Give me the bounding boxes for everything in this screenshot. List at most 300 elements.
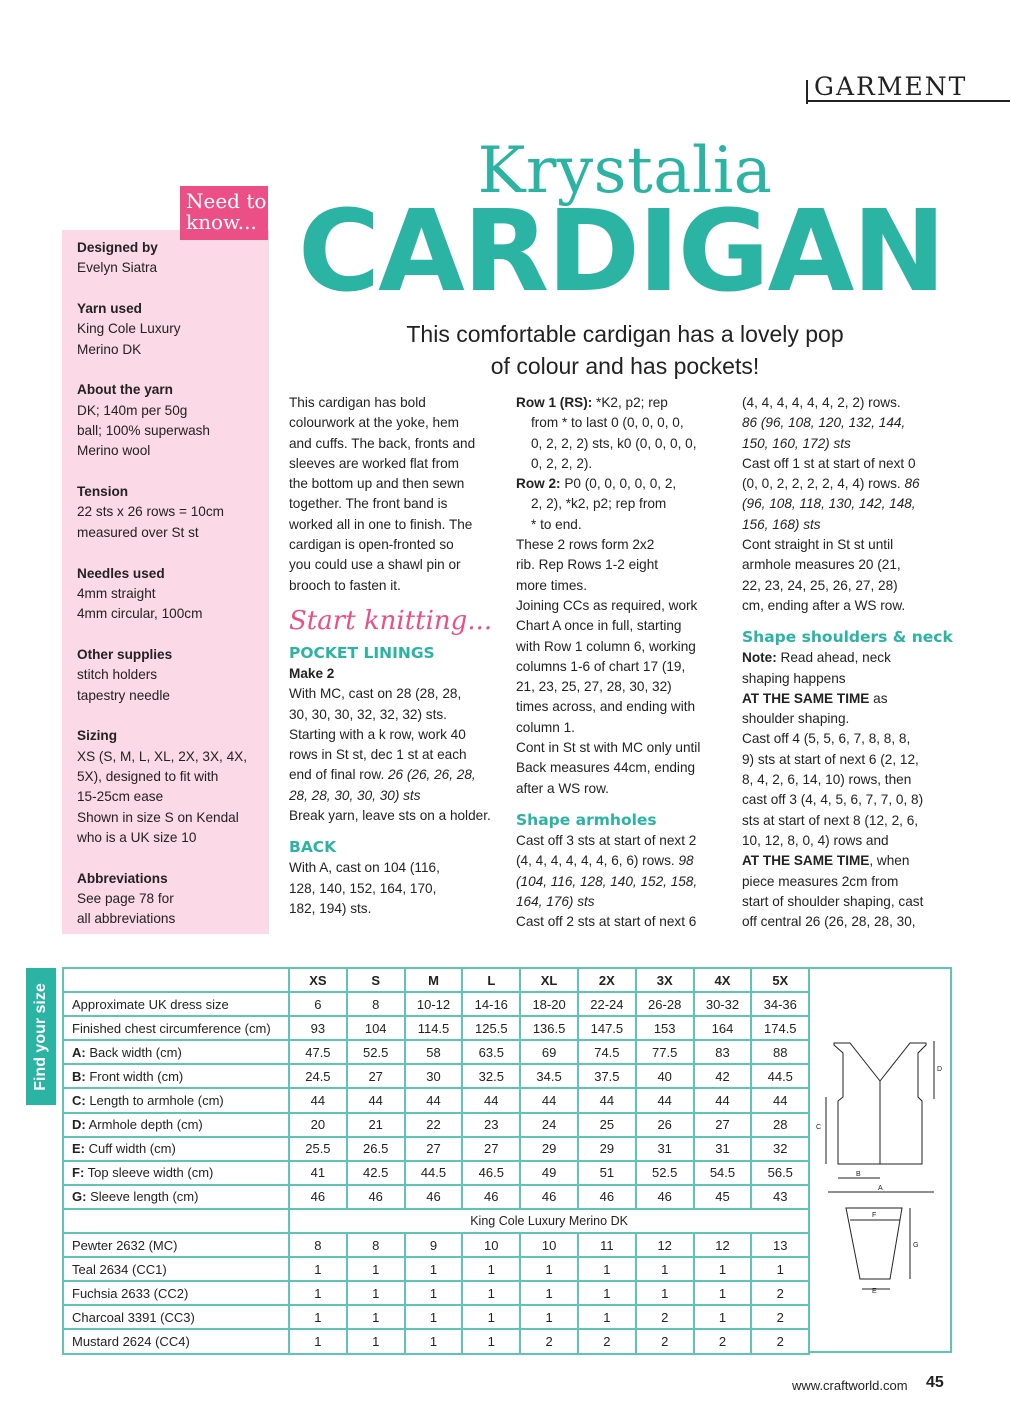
measurement-key: B: bbox=[72, 1068, 86, 1084]
sidebar-value: measured over St st bbox=[77, 524, 199, 540]
measurement-value: 43 bbox=[751, 1185, 809, 1209]
measurement-value: 147.5 bbox=[578, 1016, 636, 1040]
measurement-value: 104 bbox=[347, 1016, 405, 1040]
measurement-value: 46.5 bbox=[462, 1161, 520, 1185]
measurement-value: 21 bbox=[347, 1113, 405, 1137]
label-f: F bbox=[872, 1212, 877, 1219]
sidebar-section bbox=[77, 299, 254, 360]
measurement-value: 30-32 bbox=[694, 992, 752, 1016]
pocket-line bbox=[289, 684, 504, 704]
measurement-name: Back width (cm) bbox=[85, 1044, 182, 1060]
measurement-value: 22 bbox=[405, 1113, 463, 1137]
yarn-quantity: 10 bbox=[462, 1233, 520, 1257]
measurement-value: 44.5 bbox=[405, 1161, 463, 1185]
yarn-quantity: 1 bbox=[289, 1329, 347, 1353]
column-1 bbox=[289, 393, 504, 919]
yarn-quantity: 12 bbox=[636, 1233, 694, 1257]
row2-line bbox=[516, 474, 731, 494]
measurement-value: 34.5 bbox=[520, 1064, 578, 1088]
sidebar-label: Needles used bbox=[77, 565, 165, 581]
intro-line: you could use a shawl pin or bbox=[289, 557, 461, 573]
yarn-quantity: 1 bbox=[289, 1281, 347, 1305]
same-time-line bbox=[742, 689, 957, 709]
measurement-value: 47.5 bbox=[289, 1040, 347, 1064]
yarn-quantity: 2 bbox=[520, 1329, 578, 1353]
yarn-quantity: 1 bbox=[405, 1281, 463, 1305]
yarn-quantity: 1 bbox=[347, 1257, 405, 1281]
measurement-value: 44 bbox=[520, 1088, 578, 1112]
sidebar-value: 22 sts x 26 rows = 10cm bbox=[77, 504, 224, 520]
measurement-value: 46 bbox=[520, 1185, 578, 1209]
yarn-brand: King Cole Luxury Merino DK bbox=[289, 1209, 809, 1233]
measurement-value: 28 bbox=[751, 1113, 809, 1137]
shoulder-line: 8, 4, 2, 6, 14, 10) rows, then bbox=[742, 772, 912, 788]
sidebar-section bbox=[77, 238, 254, 279]
measurement-value: 14-16 bbox=[462, 992, 520, 1016]
measurement-value: 125.5 bbox=[462, 1016, 520, 1040]
intro-line: the bottom up and then sewn bbox=[289, 476, 465, 492]
yarn-quantity: 1 bbox=[578, 1305, 636, 1329]
cont-line: 22, 23, 24, 25, 26, 27, 28) bbox=[742, 577, 898, 593]
measurement-label bbox=[63, 1113, 289, 1137]
label-g: G bbox=[913, 1242, 919, 1249]
yarn-quantity: 1 bbox=[520, 1257, 578, 1281]
measurement-value: 77.5 bbox=[636, 1040, 694, 1064]
same-time-text: , when bbox=[869, 853, 910, 869]
cast-text: Cast off 1 st at start of next 0 bbox=[742, 455, 916, 471]
armhole-line: Cast off 2 sts at start of next 6 bbox=[516, 914, 697, 930]
pocket-text: 30, 30, 30, 32, 32, 32) sts. bbox=[289, 706, 447, 722]
shoulder-line: Cast off 4 (5, 5, 6, 7, 8, 8, 8, bbox=[742, 731, 911, 747]
size-header: S bbox=[347, 968, 405, 992]
measurement-value: 32 bbox=[751, 1137, 809, 1161]
measurement-value: 20 bbox=[289, 1113, 347, 1137]
yarn-quantity: 1 bbox=[289, 1305, 347, 1329]
measurement-value: 52.5 bbox=[347, 1040, 405, 1064]
rib-line: Joining CCs as required, work bbox=[516, 597, 698, 613]
yarn-quantity: 1 bbox=[578, 1281, 636, 1305]
intro-line: sleeves are worked flat from bbox=[289, 455, 459, 471]
measurement-value: 63.5 bbox=[462, 1040, 520, 1064]
measurement-row bbox=[63, 1185, 809, 1209]
sidebar-label: Abbreviations bbox=[77, 870, 168, 886]
measurement-row bbox=[63, 1113, 809, 1137]
subtitle-line: of colour and has pockets! bbox=[490, 353, 760, 379]
yarn-quantity: 2 bbox=[636, 1305, 694, 1329]
measurement-value: 27 bbox=[462, 1137, 520, 1161]
yarn-quantity: 1 bbox=[405, 1329, 463, 1353]
rib-line: more times. bbox=[516, 577, 588, 593]
same-time-label: AT THE SAME TIME bbox=[742, 690, 870, 706]
measurement-value: 46 bbox=[347, 1185, 405, 1209]
measurement-value: 26 bbox=[636, 1113, 694, 1137]
measurement-value: 26.5 bbox=[347, 1137, 405, 1161]
yarn-quantity: 1 bbox=[694, 1305, 752, 1329]
intro-line: together. The front band is bbox=[289, 496, 448, 512]
rib-line: Chart A once in full, starting bbox=[516, 618, 682, 634]
sidebar-value: 4mm straight bbox=[77, 585, 156, 601]
measurement-value: 83 bbox=[694, 1040, 752, 1064]
same-time-text: as bbox=[869, 690, 888, 706]
sidebar-value: 4mm circular, 100cm bbox=[77, 606, 203, 622]
cast-text: (0, 0, 2, 2, 2, 2, 4, 4) rows. bbox=[742, 476, 901, 492]
measurement-key: F: bbox=[72, 1165, 85, 1181]
measurement-value: 46 bbox=[462, 1185, 520, 1209]
row1-line: 0, 2, 2, 2). bbox=[531, 455, 593, 471]
measurement-label bbox=[63, 1064, 289, 1088]
measurement-name: Sleeve length (cm) bbox=[86, 1189, 199, 1205]
measurement-value: 40 bbox=[636, 1064, 694, 1088]
shoulder-line: start of shoulder shaping, cast bbox=[742, 893, 924, 909]
yarn-quantity: 1 bbox=[462, 1257, 520, 1281]
measurement-value: 29 bbox=[578, 1137, 636, 1161]
measurement-value: 27 bbox=[694, 1113, 752, 1137]
measurement-value: 51 bbox=[578, 1161, 636, 1185]
pocket-line bbox=[289, 765, 504, 785]
measurement-value: 46 bbox=[405, 1185, 463, 1209]
shoulder-line: 9) sts at start of next 6 (2, 12, bbox=[742, 751, 919, 767]
page-title: CARDIGAN bbox=[297, 187, 945, 317]
stitch-count: (104, 116, 128, 140, 152, 158, bbox=[516, 873, 698, 889]
intro-line: colourwork at the yoke, hem bbox=[289, 415, 460, 431]
size-header: 2X bbox=[578, 968, 636, 992]
row1-label: Row 1 (RS): bbox=[516, 395, 593, 410]
yarn-quantity: 8 bbox=[289, 1233, 347, 1257]
intro-line: and cuffs. The back, fronts and bbox=[289, 435, 476, 451]
sidebar-section bbox=[77, 726, 254, 848]
yarn-quantity: 1 bbox=[520, 1305, 578, 1329]
cont-line: Cont straight in St st until bbox=[742, 537, 894, 553]
measurement-value: 136.5 bbox=[520, 1016, 578, 1040]
measurement-value: 49 bbox=[520, 1161, 578, 1185]
yarn-row bbox=[63, 1233, 809, 1257]
pocket-linings-heading: POCKET LININGS bbox=[289, 643, 435, 662]
measurement-row bbox=[63, 1016, 809, 1040]
section-tag-label: GARMENT bbox=[814, 72, 968, 101]
measurement-value: 93 bbox=[289, 1016, 347, 1040]
yarn-quantity: 2 bbox=[751, 1305, 809, 1329]
cast-line bbox=[742, 474, 957, 494]
shoulder-line: off central 26 (26, 28, 28, 30, bbox=[742, 914, 916, 930]
row2-text: P0 (0, 0, 0, 0, 0, 2, bbox=[560, 476, 677, 492]
measurement-value: 32.5 bbox=[462, 1064, 520, 1088]
sidebar-value: Evelyn Siatra bbox=[77, 260, 158, 276]
intro-line: brooch to fasten it. bbox=[289, 577, 401, 593]
yarn-quantity: 1 bbox=[462, 1329, 520, 1353]
yarn-quantity: 13 bbox=[751, 1233, 809, 1257]
measurement-value: 23 bbox=[462, 1113, 520, 1137]
yarn-quantity: 1 bbox=[462, 1305, 520, 1329]
intro-line: worked all in one to finish. The bbox=[289, 516, 473, 532]
yarn-brand-row bbox=[63, 1209, 809, 1233]
measurement-value: 18-20 bbox=[520, 992, 578, 1016]
yarn-quantity: 2 bbox=[636, 1329, 694, 1353]
rows-line: (4, 4, 4, 4, 4, 4, 2, 2) rows. bbox=[742, 395, 901, 410]
measurement-value: 29 bbox=[520, 1137, 578, 1161]
measurement-value: 153 bbox=[636, 1016, 694, 1040]
measurement-value: 44 bbox=[694, 1088, 752, 1112]
measurement-row bbox=[63, 1064, 809, 1088]
sidebar-value: XS (S, M, L, XL, 2X, 3X, 4X, bbox=[77, 748, 247, 764]
measurement-value: 41 bbox=[289, 1161, 347, 1185]
row1-line: 0, 2, 2, 2) sts, k0 (0, 0, 0, 0, bbox=[531, 435, 697, 451]
stitch-count: 26 (26, 26, 28, bbox=[388, 767, 476, 783]
cont-line: cm, ending after a WS row. bbox=[742, 597, 906, 613]
measurement-value: 46 bbox=[289, 1185, 347, 1209]
rib-line: column 1. bbox=[516, 719, 575, 735]
column-3 bbox=[742, 393, 957, 932]
garment-schematic bbox=[810, 969, 952, 1355]
yarn-quantity: 2 bbox=[694, 1329, 752, 1353]
note-line: shaping happens bbox=[742, 670, 846, 686]
stitch-count: 150, 160, 172) sts bbox=[742, 435, 851, 451]
measurement-row bbox=[63, 992, 809, 1016]
measurement-value: 31 bbox=[694, 1137, 752, 1161]
measurement-value: 45 bbox=[694, 1185, 752, 1209]
sidebar-section bbox=[77, 380, 254, 461]
measurement-key: A: bbox=[72, 1044, 86, 1060]
yarn-quantity: 1 bbox=[751, 1257, 809, 1281]
measurement-value: 8 bbox=[347, 992, 405, 1016]
yarn-quantity: 1 bbox=[520, 1281, 578, 1305]
subtitle-line: This comfortable cardigan has a lovely pop bbox=[406, 321, 844, 347]
label-d: D bbox=[937, 1066, 943, 1073]
measurement-row bbox=[63, 1040, 809, 1064]
measurement-row bbox=[63, 1088, 809, 1112]
rib-line: Back measures 44cm, ending bbox=[516, 760, 696, 776]
measurement-name: Length to armhole (cm) bbox=[85, 1093, 224, 1109]
shoulder-line: sts at start of next 8 (12, 2, 6, bbox=[742, 812, 919, 828]
sidebar-value: who is a UK size 10 bbox=[77, 829, 197, 845]
yarn-label: Pewter 2632 (MC) bbox=[63, 1233, 289, 1257]
shoulder-line: piece measures 2cm from bbox=[742, 873, 899, 889]
cont-line: armhole measures 20 (21, bbox=[742, 557, 901, 573]
need-to-know-badge bbox=[180, 186, 268, 240]
size-header: XS bbox=[289, 968, 347, 992]
label-e: E bbox=[872, 1288, 877, 1295]
stitch-count: 156, 168) sts bbox=[742, 516, 821, 532]
measurement-value: 58 bbox=[405, 1040, 463, 1064]
armhole-line bbox=[516, 851, 731, 871]
note-text: Read ahead, neck bbox=[776, 650, 891, 666]
measurement-value: 164 bbox=[694, 1016, 752, 1040]
sidebar-value: ball; 100% superwash bbox=[77, 423, 210, 439]
yarn-quantity: 1 bbox=[462, 1281, 520, 1305]
measurement-value: 44 bbox=[462, 1088, 520, 1112]
label-b: B bbox=[856, 1171, 861, 1178]
measurement-value: 42 bbox=[694, 1064, 752, 1088]
measurement-value: 69 bbox=[520, 1040, 578, 1064]
yarn-quantity: 1 bbox=[578, 1257, 636, 1281]
sidebar-section bbox=[77, 482, 254, 543]
section-tag bbox=[806, 70, 1010, 102]
size-header: 3X bbox=[636, 968, 694, 992]
stitch-count: 98 bbox=[678, 853, 694, 869]
yarn-row bbox=[63, 1257, 809, 1281]
pocket-text: With MC, cast on 28 (28, 28, bbox=[289, 686, 462, 702]
measurement-label bbox=[63, 1161, 289, 1185]
stitch-count: 28, 28, 30, 30, 30) sts bbox=[289, 787, 421, 803]
measurement-value: 6 bbox=[289, 992, 347, 1016]
yarn-label: Fuchsia 2633 (CC2) bbox=[63, 1281, 289, 1305]
sidebar-section bbox=[77, 869, 254, 930]
sidebar-label: Yarn used bbox=[77, 301, 142, 317]
back-line: 128, 140, 152, 164, 170, bbox=[289, 880, 437, 896]
measurement-value: 24 bbox=[520, 1113, 578, 1137]
same-time-line bbox=[742, 851, 957, 871]
find-your-size-label: Find your size bbox=[32, 982, 49, 1091]
yarn-label: Charcoal 3391 (CC3) bbox=[63, 1305, 289, 1329]
stitch-count: (96, 108, 118, 130, 142, 148, bbox=[742, 496, 916, 512]
pocket-line bbox=[289, 745, 504, 765]
yarn-quantity: 2 bbox=[751, 1329, 809, 1353]
measurement-value: 46 bbox=[636, 1185, 694, 1209]
row1-text: *K2, p2; rep bbox=[592, 395, 668, 410]
stitch-count: 86 (96, 108, 120, 132, 144, bbox=[742, 415, 906, 431]
label-c: C bbox=[816, 1124, 822, 1131]
back-line: 182, 194) sts. bbox=[289, 900, 372, 916]
armhole-text: Cast off 3 sts at start of next 2 bbox=[516, 832, 697, 848]
measurement-value: 174.5 bbox=[751, 1016, 809, 1040]
section-tag-bar bbox=[806, 80, 808, 104]
size-header: L bbox=[462, 968, 520, 992]
row1-line bbox=[516, 393, 731, 413]
size-header-row bbox=[63, 968, 809, 992]
pocket-line bbox=[289, 725, 504, 745]
measurement-name: Cuff width (cm) bbox=[85, 1141, 176, 1157]
measurement-name: Top sleeve width (cm) bbox=[84, 1165, 214, 1181]
yarn-quantity: 8 bbox=[347, 1233, 405, 1257]
measurement-label bbox=[63, 1185, 289, 1209]
back-line: With A, cast on 104 (116, bbox=[289, 860, 440, 876]
armhole-line bbox=[516, 831, 731, 851]
sidebar-value: See page 78 for bbox=[77, 890, 174, 906]
measurement-label bbox=[63, 1137, 289, 1161]
yarn-label: Mustard 2624 (CC4) bbox=[63, 1329, 289, 1353]
sidebar-label: Sizing bbox=[77, 728, 118, 744]
yarn-quantity: 1 bbox=[636, 1257, 694, 1281]
sidebar-value: Shown in size S on Kendal bbox=[77, 809, 239, 825]
measurement-value: 114.5 bbox=[405, 1016, 463, 1040]
yarn-quantity: 11 bbox=[578, 1233, 636, 1257]
cast-line bbox=[742, 454, 957, 474]
rib-line: columns 1-6 of chart 17 (19, bbox=[516, 658, 686, 674]
rib-line: with Row 1 column 6, working bbox=[516, 638, 696, 654]
sidebar-section bbox=[77, 564, 254, 625]
sidebar-value: DK; 140m per 50g bbox=[77, 402, 188, 418]
garment-diagram bbox=[810, 967, 952, 1353]
measurement-value: 37.5 bbox=[578, 1064, 636, 1088]
measurement-name: Approximate UK dress size bbox=[72, 996, 229, 1012]
yarn-quantity: 2 bbox=[578, 1329, 636, 1353]
sidebar-label: Designed by bbox=[77, 240, 158, 255]
yarn-quantity: 1 bbox=[289, 1257, 347, 1281]
sidebar-label: About the yarn bbox=[77, 382, 173, 398]
make-count: Make 2 bbox=[289, 665, 335, 681]
stitch-count: 164, 176) sts bbox=[516, 893, 595, 909]
measurement-value: 44.5 bbox=[751, 1064, 809, 1088]
measurement-value: 27 bbox=[405, 1137, 463, 1161]
measurement-value: 44 bbox=[405, 1088, 463, 1112]
measurement-value: 44 bbox=[347, 1088, 405, 1112]
row2-line: 2, 2), *k2, p2; rep from bbox=[531, 496, 667, 512]
column-2 bbox=[516, 393, 731, 932]
sidebar-value: Merino DK bbox=[77, 341, 142, 357]
rib-line: after a WS row. bbox=[516, 780, 609, 796]
rib-line: rib. Rep Rows 1-2 eight bbox=[516, 557, 659, 573]
measurement-name: Front width (cm) bbox=[85, 1068, 184, 1084]
measurement-value: 24.5 bbox=[289, 1064, 347, 1088]
measurement-label bbox=[63, 1088, 289, 1112]
measurement-value: 52.5 bbox=[636, 1161, 694, 1185]
badge-line: know... bbox=[186, 210, 257, 234]
title-script: Krystalia bbox=[477, 134, 773, 208]
measurement-key: E: bbox=[72, 1141, 85, 1157]
pocket-text: Starting with a k row, work 40 bbox=[289, 726, 466, 742]
sidebar-value: all abbreviations bbox=[77, 911, 176, 927]
pocket-text: rows in St st, dec 1 st at each bbox=[289, 747, 467, 763]
measurement-value: 27 bbox=[347, 1064, 405, 1088]
measurement-key: C: bbox=[72, 1093, 86, 1109]
measurement-value: 88 bbox=[751, 1040, 809, 1064]
yarn-row bbox=[63, 1281, 809, 1305]
measurement-value: 22-24 bbox=[578, 992, 636, 1016]
yarn-quantity: 1 bbox=[405, 1305, 463, 1329]
yarn-quantity: 1 bbox=[405, 1257, 463, 1281]
yarn-quantity: 1 bbox=[347, 1281, 405, 1305]
measurement-value: 25 bbox=[578, 1113, 636, 1137]
label-a: A bbox=[878, 1185, 883, 1192]
rib-line: These 2 rows form 2x2 bbox=[516, 537, 655, 553]
rib-line: times across, and ending with bbox=[516, 699, 696, 715]
measurement-value: 44 bbox=[289, 1088, 347, 1112]
note-label: Note: bbox=[742, 650, 777, 666]
measurement-value: 54.5 bbox=[694, 1161, 752, 1185]
footer-url[interactable]: www.craftworld.com bbox=[792, 1378, 908, 1393]
shape-armholes-heading: Shape armholes bbox=[516, 810, 657, 829]
yarn-quantity: 10 bbox=[520, 1233, 578, 1257]
sidebar-value: King Cole Luxury bbox=[77, 321, 181, 337]
measurement-value: 25.5 bbox=[289, 1137, 347, 1161]
intro-line: cardigan is open-fronted so bbox=[289, 537, 454, 553]
intro-line: This cardigan has bold bbox=[289, 395, 426, 410]
shape-shoulders-heading: Shape shoulders & neck bbox=[742, 628, 953, 647]
size-header: XL bbox=[520, 968, 578, 992]
subtitle bbox=[380, 318, 870, 382]
header-blank bbox=[63, 968, 289, 992]
pocket-break: Break yarn, leave sts on a holder. bbox=[289, 808, 491, 824]
measurement-value: 30 bbox=[405, 1064, 463, 1088]
shoulder-line: 10, 12, 8, 0, 4) rows and bbox=[742, 832, 889, 848]
size-table bbox=[62, 967, 810, 1355]
yarn-label: Teal 2634 (CC1) bbox=[63, 1257, 289, 1281]
size-header: M bbox=[405, 968, 463, 992]
row1-line: from * to last 0 (0, 0, 0, 0, bbox=[531, 415, 684, 431]
measurement-row bbox=[63, 1137, 809, 1161]
badge-line: Need to bbox=[186, 189, 267, 213]
yarn-quantity: 1 bbox=[636, 1281, 694, 1305]
yarn-quantity: 1 bbox=[347, 1329, 405, 1353]
yarn-quantity: 1 bbox=[694, 1281, 752, 1305]
rib-line: 21, 23, 25, 27, 28, 30, 32) bbox=[516, 679, 672, 695]
sidebar-label: Tension bbox=[77, 484, 129, 500]
measurement-value: 31 bbox=[636, 1137, 694, 1161]
sidebar-value: stitch holders bbox=[77, 667, 158, 683]
size-header: 4X bbox=[694, 968, 752, 992]
stitch-count: 86 bbox=[904, 476, 920, 492]
sidebar-section bbox=[77, 645, 254, 706]
measurement-row bbox=[63, 1161, 809, 1185]
